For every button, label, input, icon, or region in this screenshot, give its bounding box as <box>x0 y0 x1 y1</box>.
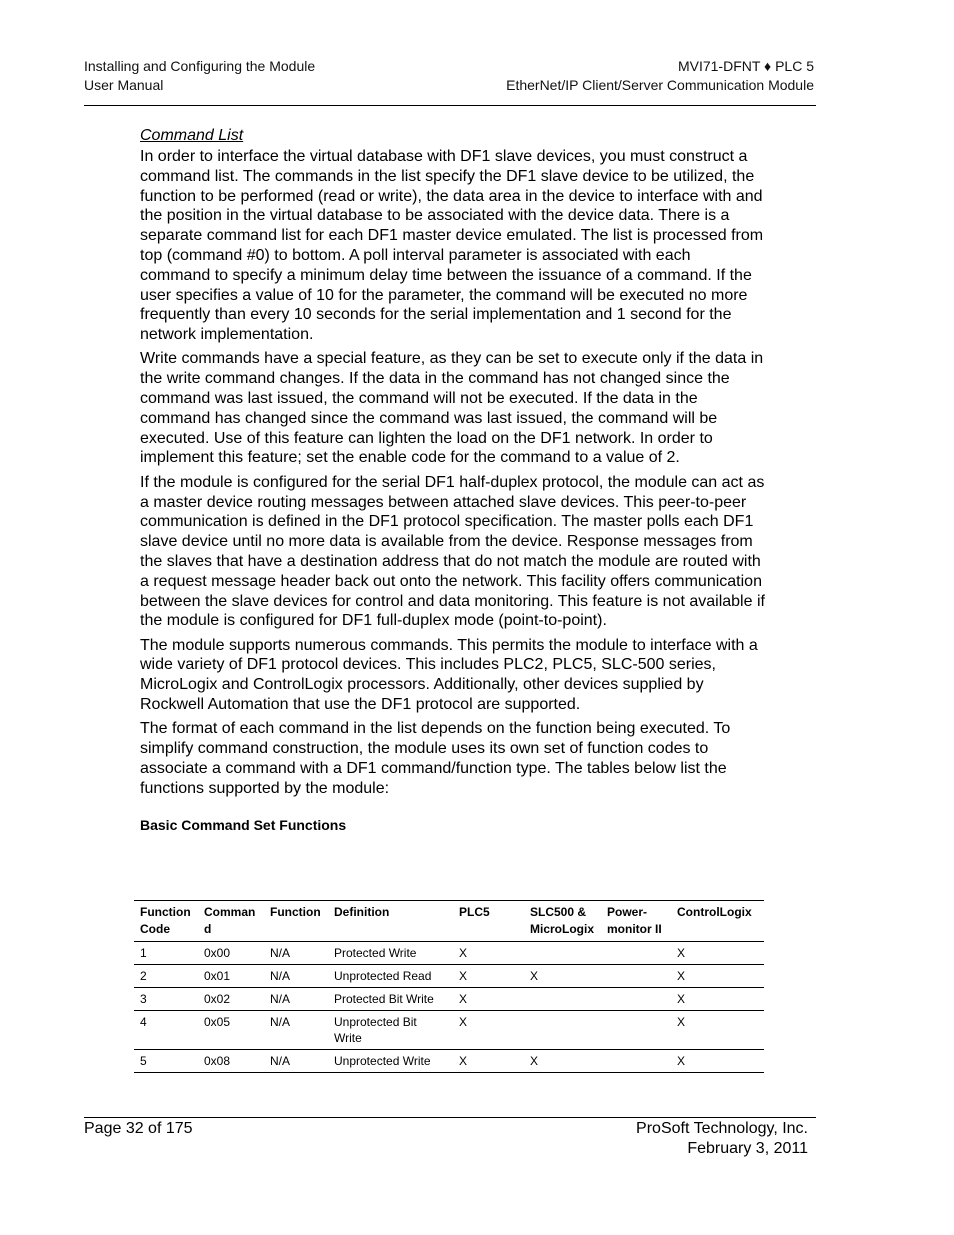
cell-code: 3 <box>134 988 198 1011</box>
cell-function: N/A <box>264 965 328 988</box>
cell-plc5: X <box>453 942 524 965</box>
running-header-right <box>506 57 814 95</box>
cell-command: 0x08 <box>198 1050 264 1073</box>
footer-divider <box>84 1117 816 1118</box>
cell-powermonitor <box>601 988 671 1011</box>
cell-slc500 <box>524 988 601 1011</box>
cell-definition: Unprotected Write <box>328 1050 453 1073</box>
cell-powermonitor <box>601 965 671 988</box>
cell-plc5: X <box>453 1050 524 1073</box>
cell-plc5: X <box>453 1011 524 1050</box>
cell-function: N/A <box>264 942 328 965</box>
running-header-left <box>84 57 315 95</box>
paragraph-2: Write commands have a special feature, as they can be set to execute only if the data in the write command changes. If the data in the command has not changed since the command was last issued, the command will not be executed. If the data in the command has changed since the command was last issued, the command will be executed. Use of this feature can lighten the load on the DF1 network. In order to implement this feature; set the enable code for the command to a value of 2. <box>140 350 764 467</box>
cell-command: 0x00 <box>198 942 264 965</box>
table-row <box>134 988 764 1011</box>
header-divider <box>84 105 816 106</box>
cell-powermonitor <box>601 942 671 965</box>
cell-plc5: X <box>453 988 524 1011</box>
header-product-desc: EtherNet/IP Client/Server Communication Module <box>506 77 814 93</box>
cell-slc500: X <box>524 965 601 988</box>
cell-command: 0x05 <box>198 1011 264 1050</box>
cell-function: N/A <box>264 988 328 1011</box>
cell-controllogix: X <box>671 965 764 988</box>
paragraph-4: The module supports numerous commands. This permits the module to interface with a wide variety of DF1 protocol devices. This includes PLC2, PLC5, SLC-500 series, MicroLogix and ControlLogix processors. Additionally, other devices supplied by Rockwell Automation that use the DF1 protocol are supported. <box>140 636 758 714</box>
cell-code: 1 <box>134 942 198 965</box>
footer-company: ProSoft Technology, Inc. <box>636 1120 808 1137</box>
cell-function: N/A <box>264 1011 328 1050</box>
col-header-plc5: PLC5 <box>453 901 524 942</box>
cell-command: 0x01 <box>198 965 264 988</box>
cell-plc5: X <box>453 965 524 988</box>
header-doc-type: User Manual <box>84 77 164 93</box>
table-row <box>134 942 764 965</box>
cell-controllogix: X <box>671 1050 764 1073</box>
cell-definition: Protected Bit Write <box>328 988 453 1011</box>
cell-slc500 <box>524 1011 601 1050</box>
table-row <box>134 965 764 988</box>
col-header-function: Function <box>264 901 328 942</box>
col-header-controllogix: ControlLogix <box>671 901 764 942</box>
cell-code: 4 <box>134 1011 198 1050</box>
page-number: Page 32 of 175 <box>84 1120 193 1137</box>
table-row <box>134 1050 764 1073</box>
col-header-slc500: SLC500 & MicroLogix <box>524 901 601 942</box>
header-chapter: Installing and Configuring the Module <box>84 58 316 74</box>
page-body <box>140 125 765 841</box>
cell-slc500: X <box>524 1050 601 1073</box>
cell-controllogix: X <box>671 988 764 1011</box>
cell-function: N/A <box>264 1050 328 1073</box>
col-header-definition: Definition <box>328 901 453 942</box>
footer-right <box>636 1119 808 1159</box>
table-header-row <box>134 901 764 942</box>
col-header-function-code: Function Code <box>134 901 198 942</box>
cell-slc500 <box>524 942 601 965</box>
header-product: MVI71-DFNT ♦ PLC 5 <box>677 58 814 74</box>
cell-code: 2 <box>134 965 198 988</box>
paragraph-1: In order to interface the virtual database with DF1 slave devices, you must construct a command list. The commands in the list specify the DF1 slave device to be utilized, the function to be performed (read or write), the data area in the device to interface with and the position in the virtual database to be associated with the device data. There is a separate command list for each DF1 master device emulated. The list is processed from top (command #0) to bottom. A poll interval parameter is associated with each command to specify a minimum delay time between the issuance of a command. If the user specifies a value of 10 for the parameter, the command will be executed no more frequently than every 10 seconds for the serial implementation and 1 second for the network implementation. <box>140 148 764 344</box>
table-row <box>134 1011 764 1050</box>
cell-powermonitor <box>601 1050 671 1073</box>
command-set-table <box>134 900 764 1073</box>
footer-date: February 3, 2011 <box>687 1140 808 1157</box>
cell-code: 5 <box>134 1050 198 1073</box>
col-header-powermonitor: Power- monitor II <box>601 901 671 942</box>
table-title: Basic Command Set Functions <box>140 816 347 833</box>
paragraph-3: If the module is configured for the serial DF1 half-duplex protocol, the module can act as a master device routing messages between attached slave devices. This peer-to-peer communication is defined in the DF1 protocol specification. The master polls each DF1 slave device until no more data is available from the device. Response messages from the slaves that have a destination address that do not match the module are routed with a request message header back out onto the network. This facility offers communication between the slave devices for control and data monitoring. This feature is not available if the module is configured for DF1 full-duplex mode (point-to-point). <box>140 473 765 630</box>
section-title: Command List <box>140 127 244 144</box>
cell-command: 0x02 <box>198 988 264 1011</box>
col-header-command: Comman d <box>198 901 264 942</box>
cell-controllogix: X <box>671 942 764 965</box>
paragraph-5: The format of each command in the list depends on the function being executed. To simplify command construction, the module uses its own set of function codes to associate a command with a DF1 command/function type. The tables below list the functions supported by the module: <box>140 720 731 797</box>
cell-definition: Unprotected Read <box>328 965 453 988</box>
cell-controllogix: X <box>671 1011 764 1050</box>
cell-definition: Unprotected Bit Write <box>328 1011 453 1050</box>
cell-definition: Protected Write <box>328 942 453 965</box>
cell-powermonitor <box>601 1011 671 1050</box>
